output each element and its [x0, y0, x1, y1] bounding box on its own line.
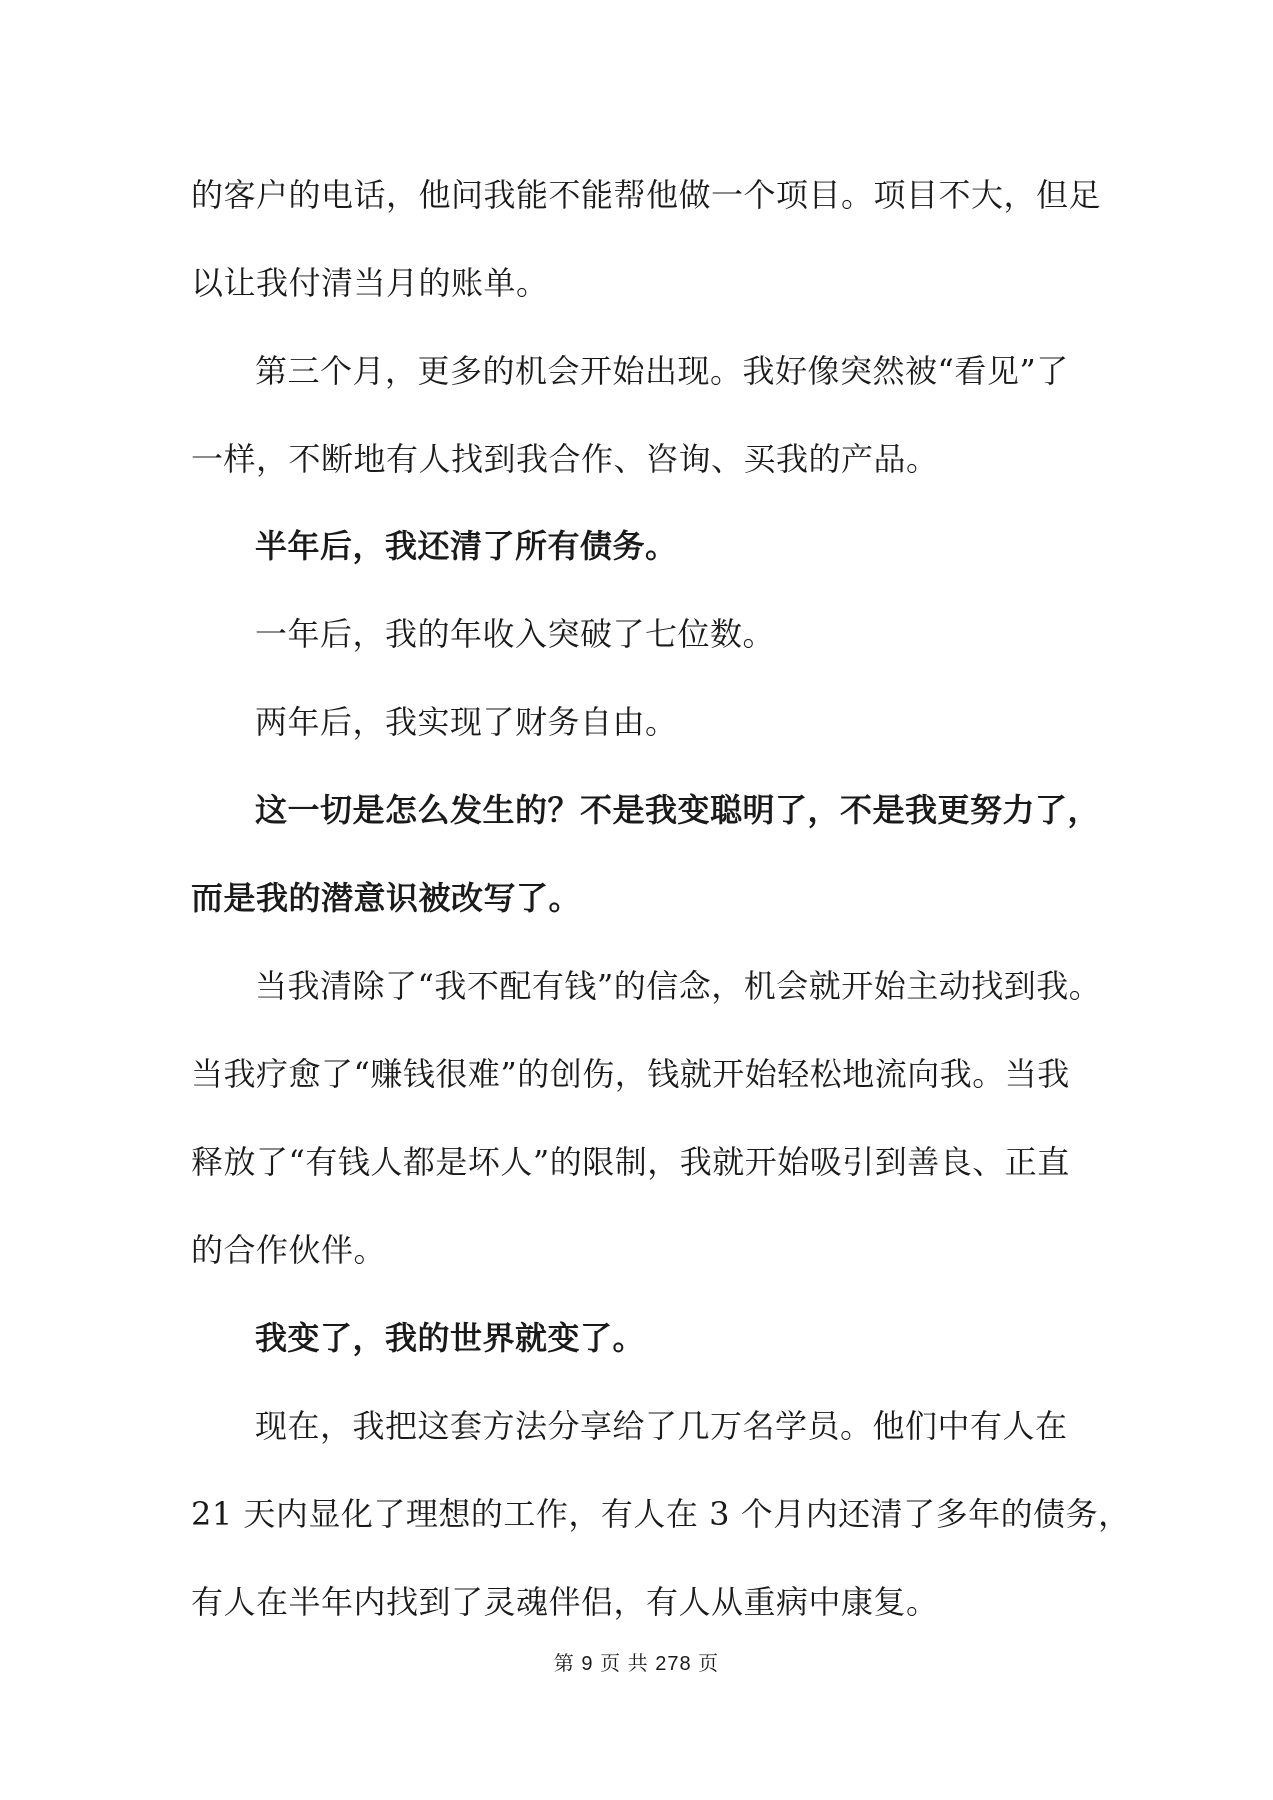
body-line: 现在，我把这套方法分享给了几万名学员。他们中有人在 [255, 1407, 1068, 1445]
bold-line: 这一切是怎么发生的？不是我变聪明了，不是我更努力了， [255, 791, 1101, 829]
bold-line: 我变了，我的世界就变了。 [255, 1319, 646, 1357]
body-line: 一样，不断地有人找到我合作、咨询、买我的产品。 [191, 440, 939, 478]
page-number-footer: 第 9 页 共 278 页 [553, 1653, 720, 1675]
body-line: 的客户的电话，他问我能不能帮他做一个项目。项目不大，但足 [191, 176, 1102, 214]
body-line: 当我疗愈了“赚钱很难”的创伤，钱就开始轻松地流向我。当我 [191, 1055, 1070, 1093]
bold-line: 而是我的潜意识被改写了。 [191, 879, 582, 917]
body-line: 有人在半年内找到了灵魂伴侣，有人从重病中康复。 [191, 1583, 939, 1621]
body-line: 一年后，我的年收入突破了七位数。 [255, 615, 776, 653]
body-line: 当我清除了“我不配有钱”的信念，机会就开始主动找到我。 [255, 967, 1102, 1005]
body-line: 的合作伙伴。 [191, 1231, 387, 1269]
body-line: 第三个月，更多的机会开始出现。我好像突然被“看见”了 [255, 352, 1069, 390]
body-line: 21 天内显化了理想的工作，有人在 3 个月内还清了多年的债务， [191, 1495, 1131, 1533]
bold-line: 半年后，我还清了所有债务。 [255, 527, 678, 565]
body-line: 释放了“有钱人都是坏人”的限制，我就开始吸引到善良、正直 [191, 1143, 1070, 1181]
body-line: 以让我付清当月的账单。 [191, 264, 549, 302]
body-line: 两年后，我实现了财务自由。 [255, 703, 678, 741]
